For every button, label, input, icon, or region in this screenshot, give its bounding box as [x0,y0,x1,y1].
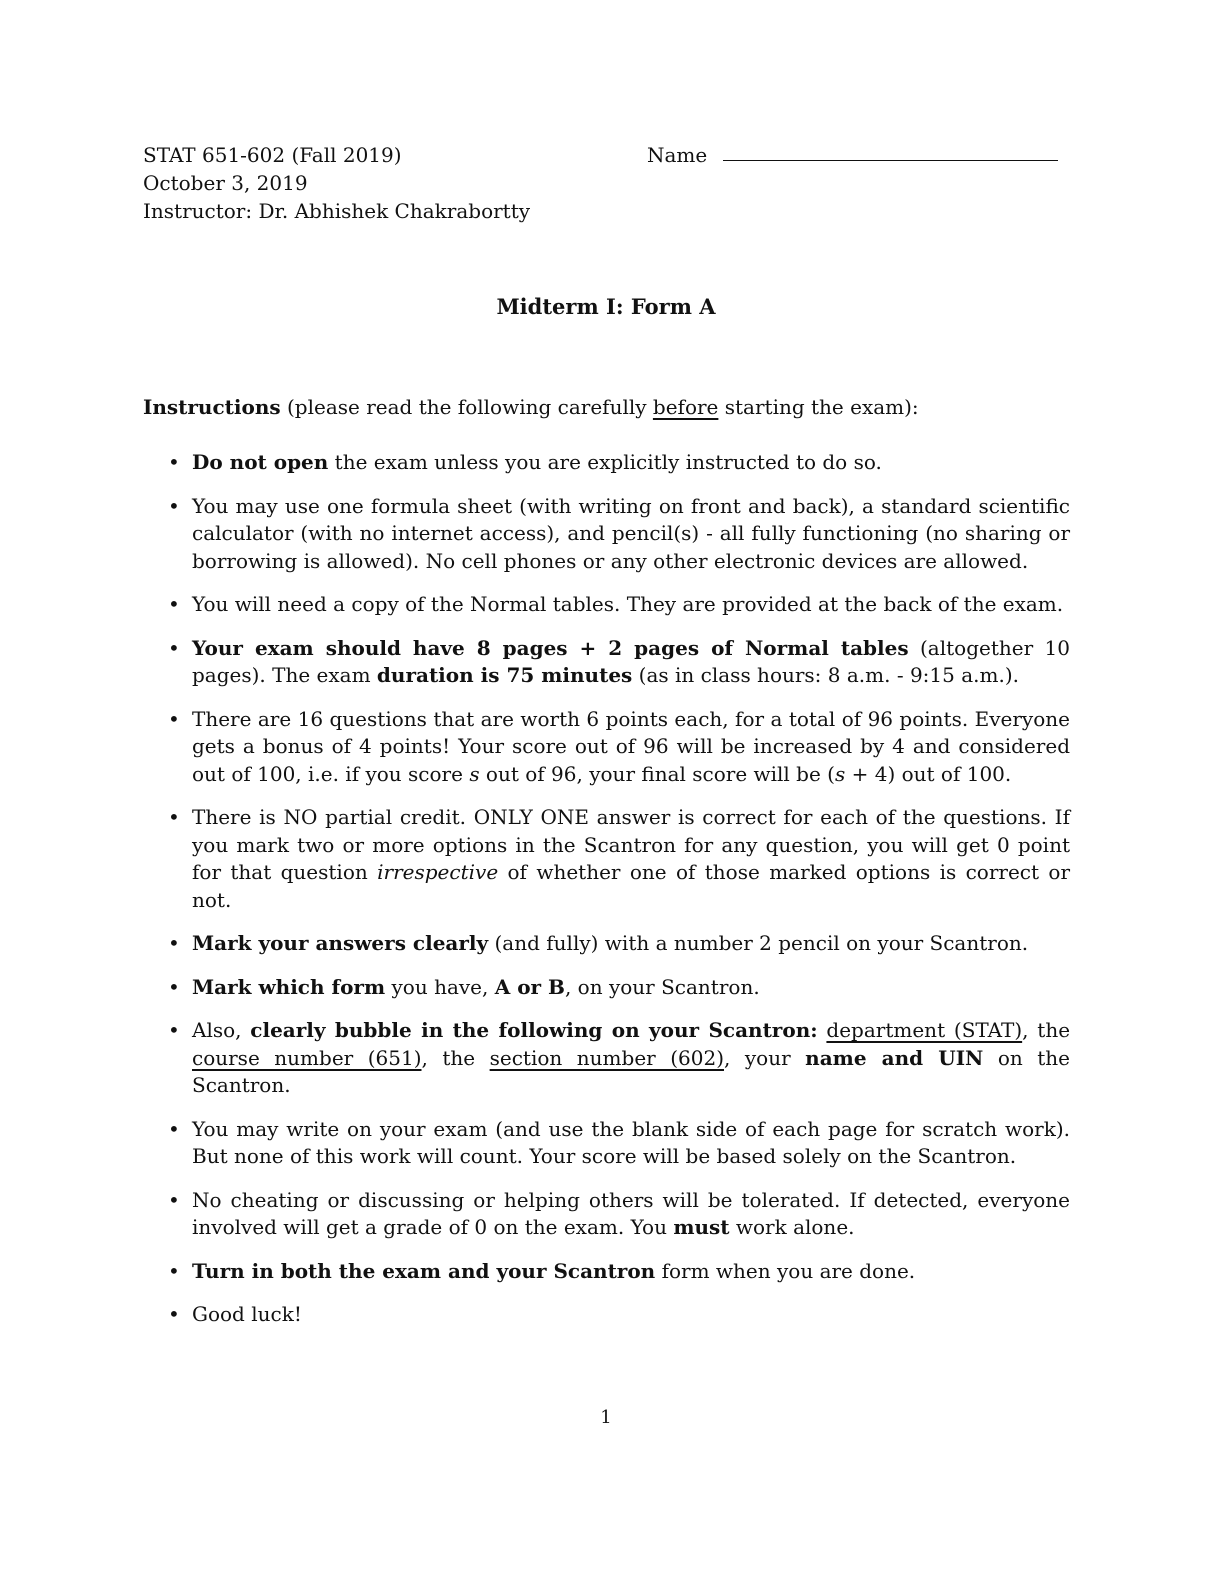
bullet-icon: • [168,1116,180,1141]
rule-item-2: • You may use one formula sheet (with writing on front and back), a standard scientific calculator (with no internet access), and pencil(s) - all fully functioning (no sharing or borrowing is allowed). No cell phones or any other electronic devices are allowed. [168,493,1070,573]
bullet-icon: • [168,1258,180,1283]
bullet-icon: • [168,1018,180,1042]
rule-item-12: • Turn in both the exam and your Scantron form when you are done. [168,1258,1070,1286]
name-field-line[interactable] [723,160,1058,161]
rule-item-1: • Do not open the exam unless you are explicitly instructed to do so. [168,449,1070,477]
exam-title: Midterm I: Form A [496,294,716,319]
rule-item-7: • Mark your answers clearly (and fully) with a number 2 pencil on your Scantron. [168,930,1070,958]
rule-item-9: • Also, clearly bubble in the following on your Scantron: department (STAT), the course number (651), the section number (602), your name and UIN on the Scantron. [168,1018,1071,1097]
bullet-icon: • [168,931,180,955]
bullet-icon: • [168,706,180,731]
rule-item-8: • Mark which form you have, A or B, on your Scantron. [168,974,1070,1002]
rule-item-3: • You will need a copy of the Normal tables. They are provided at the back of the exam. [168,591,1070,619]
bullet-icon: • [168,805,180,829]
rule-item-4: • Your exam should have 8 pages + 2 pages of Normal tables (altogether 10 pages). The exam duration is 75 minutes (as in class hours: 8 a.m. - 9:15 a.m.). [168,635,1070,687]
bullet-icon: • [168,592,180,616]
page-number: 1 [600,1407,612,1428]
rule-item-10: • You may write on your exam (and use the blank side of each page for scratch work). But none of this work will count. Your score will be based solely on the Scantron. [168,1116,1070,1168]
instructions-list [168,449,1070,1345]
exam-date: October 3, 2019 [143,171,308,195]
bullet-icon: • [168,1302,180,1326]
instructor-line: Instructor: Dr. Abhishek Chakrabortty [143,199,531,223]
bullet-icon: • [168,450,180,474]
bullet-icon: • [168,974,180,999]
intro-text-1: (please read the following carefully [280,395,653,419]
rule-item-11: • No cheating or discussing or helping others will be tolerated. If detected, everyone involved will get a grade of 0 on the exam. You must work alone. [168,1187,1070,1239]
bullet-icon: • [168,1187,180,1212]
intro-underlined-before: before [652,395,719,419]
rule-item-6: • There is NO partial credit. ONLY ONE answer is correct for each of the questions. If you mark two or more options in the Scantron for any question, you will get 0 point for that question irrespective of whether one of those marked options is correct or not. [168,805,1071,912]
course-code: STAT 651-602 (Fall 2019) [143,143,402,167]
rule-item-13: • Good luck! [168,1301,1070,1329]
rule-item-5: • There are 16 questions that are worth 6 points each, for a total of 96 points. Everyone gets a bonus of 4 points! Your score out of 96 will be increased by 4 and considered out of 100, i.e. if you score s out of 96, your final score will be (s + 4) out of 100. [168,706,1070,786]
course-header [143,141,530,225]
instructions-lead: Instructions [143,395,281,419]
bullet-icon: • [168,635,180,660]
intro-text-2: starting the exam): [718,395,919,419]
bullet-icon: • [168,493,180,518]
instructions-intro [143,393,919,421]
name-label: Name [647,143,708,167]
